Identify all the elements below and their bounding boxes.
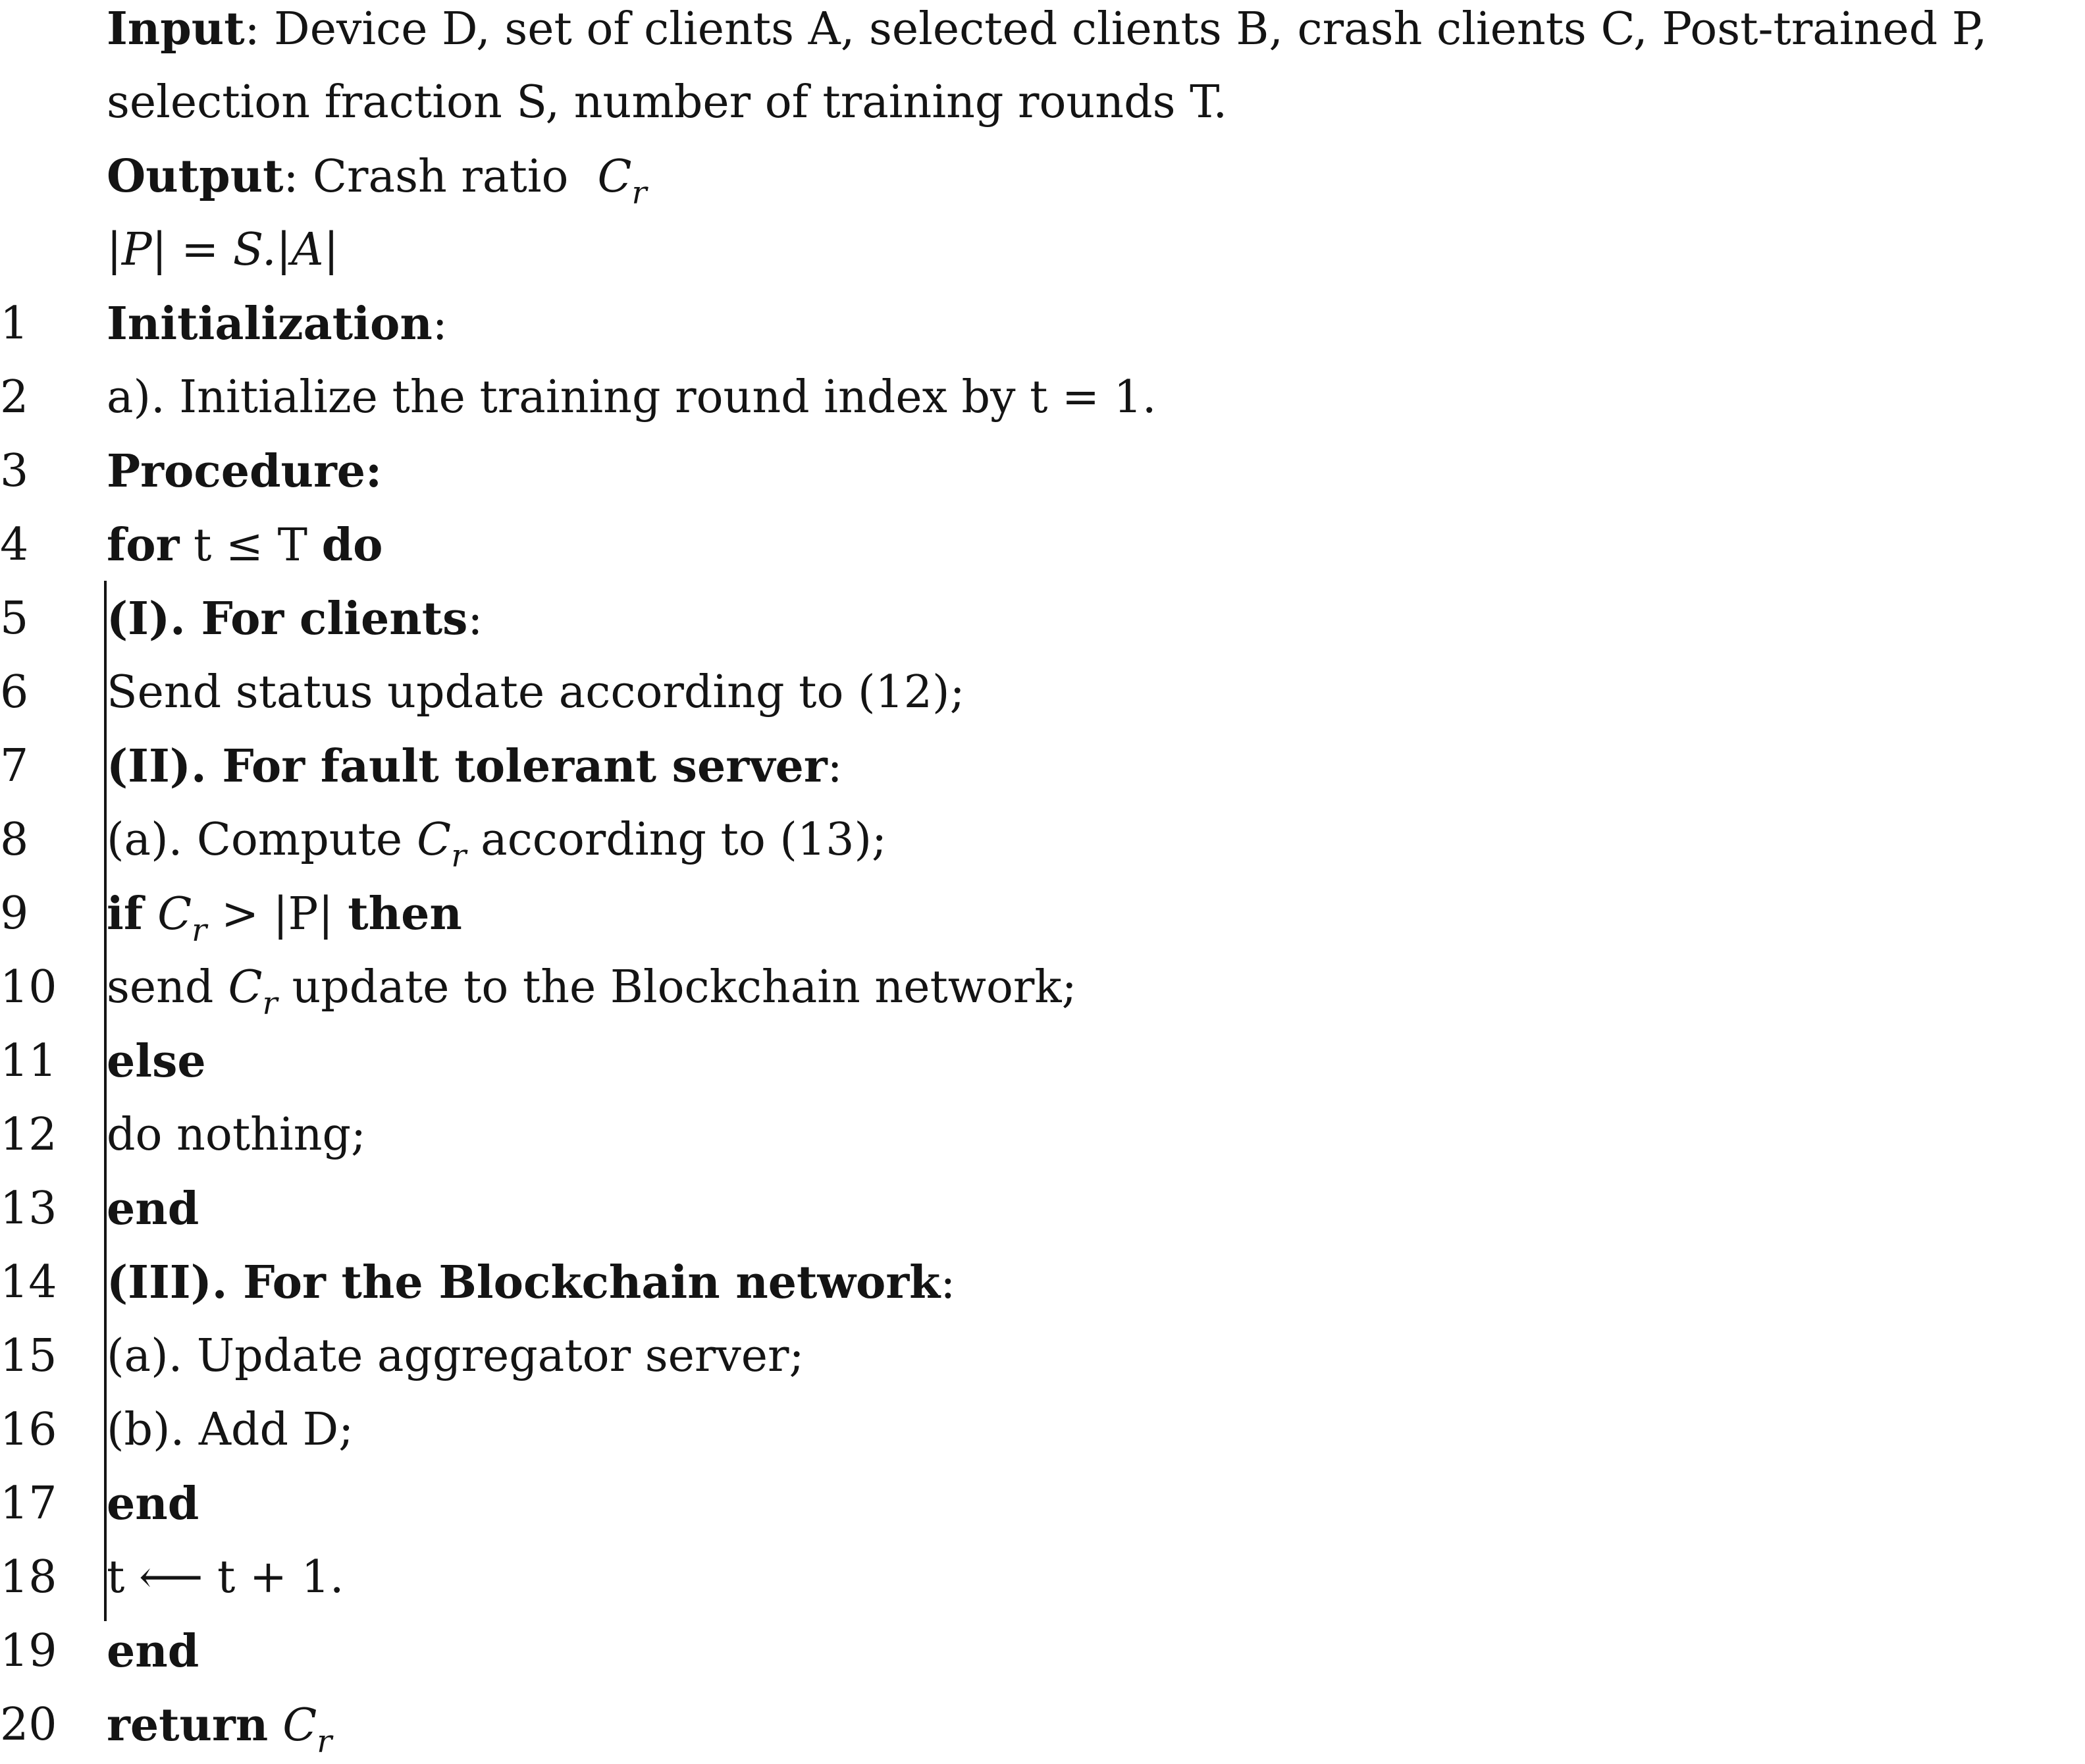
algo-line-14 <box>0 1246 2085 1320</box>
line-content <box>107 1098 366 1172</box>
math-variable: $C_r$ <box>282 1699 332 1760</box>
output-label: Output <box>107 150 284 203</box>
assumption-line <box>0 213 2085 287</box>
algo-line-9 <box>0 877 2085 951</box>
keyword: (I). For clients <box>107 593 468 645</box>
line-content <box>107 1246 955 1320</box>
line-content <box>107 435 382 509</box>
line-number: 4 <box>0 519 29 571</box>
input-line <box>0 0 2085 66</box>
line-text: send <box>107 961 214 1013</box>
line-content <box>107 1025 206 1099</box>
line-content <box>107 1615 199 1689</box>
algo-line-3 <box>0 435 2085 508</box>
algo-line-12 <box>0 1098 2085 1172</box>
line-number: 8 <box>0 814 29 866</box>
keyword: for <box>107 519 180 572</box>
algo-line-7 <box>0 730 2085 803</box>
line-number: 10 <box>0 961 57 1013</box>
keyword-end: then <box>348 888 462 940</box>
line-text: t ⟵ t + 1. <box>107 1551 344 1603</box>
algo-line-17 <box>0 1467 2085 1541</box>
line-content <box>107 1172 199 1246</box>
keyword: end <box>107 1625 199 1678</box>
keyword-end: do <box>321 519 383 572</box>
input-text-continued: selection fraction S, number of training rounds T. <box>107 76 1228 128</box>
keyword: end <box>107 1478 199 1530</box>
keyword: else <box>107 1035 206 1088</box>
math-variable: $C_r$ <box>228 961 278 1022</box>
line-number: 20 <box>0 1699 57 1751</box>
line-content <box>107 361 1157 435</box>
algo-line-13 <box>0 1172 2085 1246</box>
line-number: 16 <box>0 1404 57 1456</box>
line-content <box>107 1320 804 1393</box>
line-text-after: update to the Blockchain network; <box>292 961 1077 1013</box>
keyword: Procedure: <box>107 445 383 498</box>
line-text: (b). Add D; <box>107 1404 354 1456</box>
input-line-continued <box>0 66 2085 140</box>
keyword: (II). For fault tolerant server <box>107 740 828 793</box>
input-label: Input <box>107 3 245 55</box>
line-number: 18 <box>0 1551 57 1603</box>
line-number: 6 <box>0 666 29 718</box>
keyword: Initialization <box>107 298 433 350</box>
line-content <box>107 1688 332 1763</box>
line-content <box>107 951 1077 1025</box>
algo-line-11 <box>0 1025 2085 1098</box>
line-number: 2 <box>0 371 29 423</box>
algo-line-1 <box>0 287 2085 361</box>
line-text: do nothing; <box>107 1109 366 1161</box>
loop-indent-bar <box>104 581 107 1621</box>
line-content <box>107 287 448 361</box>
algo-line-5 <box>0 582 2085 656</box>
input-text: : Device D, set of clients A, selected clients B, crash clients C, Post-trained P, <box>244 3 1988 55</box>
line-number: 5 <box>0 593 29 645</box>
line-number: 13 <box>0 1183 57 1235</box>
line-number: 17 <box>0 1478 57 1530</box>
algo-line-16 <box>0 1393 2085 1467</box>
line-content <box>107 656 965 730</box>
line-number: 12 <box>0 1109 57 1161</box>
line-text: (a). Update aggregator server; <box>107 1330 805 1382</box>
line-content <box>107 730 843 804</box>
line-text: : <box>467 593 483 645</box>
line-content <box>107 877 462 951</box>
line-number: 19 <box>0 1625 57 1677</box>
line-content <box>107 1393 354 1467</box>
keyword: return <box>107 1699 269 1751</box>
keyword: end <box>107 1183 199 1235</box>
output-line <box>0 140 2085 213</box>
algo-line-6 <box>0 656 2085 730</box>
algo-line-19 <box>0 1615 2085 1688</box>
line-text: (a). Compute <box>107 814 403 866</box>
line-content <box>107 508 383 583</box>
assumption-formula: |P| = S.|A| <box>107 224 339 276</box>
line-text: : <box>827 741 843 793</box>
line-number: 9 <box>0 888 29 940</box>
output-variable: $C_r$ <box>597 151 647 211</box>
line-number: 3 <box>0 445 29 497</box>
line-text: > |P| <box>221 888 334 940</box>
keyword: if <box>107 888 144 940</box>
math-variable: $C_r$ <box>157 888 207 949</box>
line-text: Send status update according to (12); <box>107 666 965 718</box>
algo-line-4 <box>0 508 2085 582</box>
line-number: 7 <box>0 740 29 792</box>
output-text: : Crash ratio <box>283 151 569 203</box>
algo-line-10 <box>0 951 2085 1025</box>
line-content <box>107 582 483 656</box>
line-content <box>107 1541 344 1615</box>
line-text: t ≤ T <box>179 520 322 572</box>
line-text: : <box>940 1257 956 1309</box>
algo-line-2 <box>0 361 2085 435</box>
line-text: : <box>432 298 448 350</box>
algo-line-18 <box>0 1541 2085 1615</box>
algo-line-8 <box>0 803 2085 877</box>
line-text: a). Initialize the training round index by t = 1. <box>107 371 1157 423</box>
line-number: 1 <box>0 298 29 350</box>
line-number: 11 <box>0 1035 57 1087</box>
line-content <box>107 1467 199 1541</box>
math-variable: $C_r$ <box>417 814 467 874</box>
algo-line-15 <box>0 1320 2085 1393</box>
algo-line-20 <box>0 1688 2085 1762</box>
line-number: 14 <box>0 1256 57 1308</box>
line-content <box>107 803 887 877</box>
keyword: (III). For the Blockchain network <box>107 1256 941 1309</box>
line-text-after: according to (13); <box>481 814 887 866</box>
line-number: 15 <box>0 1330 57 1382</box>
